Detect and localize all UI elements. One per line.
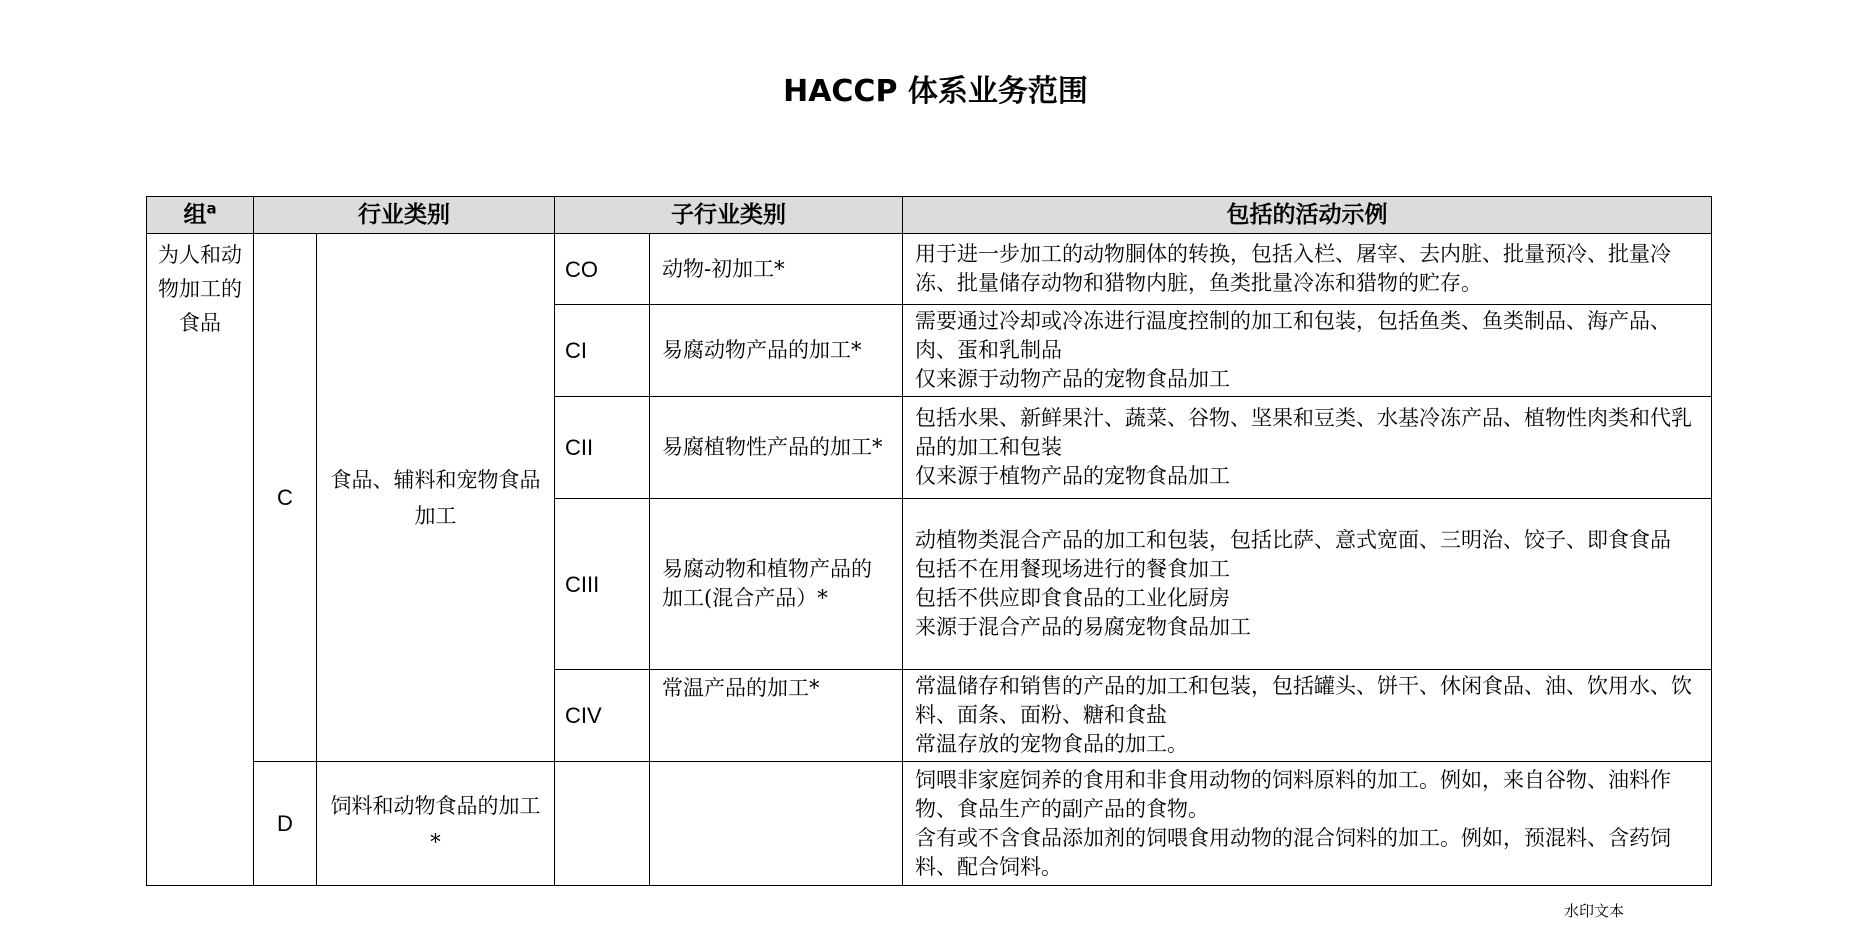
sub-industry-name-cell: 常温产品的加工* — [650, 670, 903, 762]
sub-industry-name-cell: 易腐动物和植物产品的加工(混合产品）* — [650, 499, 903, 670]
header-sub-industry: 子行业类别 — [555, 197, 903, 234]
industry-code-cell: C — [254, 234, 317, 762]
example-line: 包括不在用餐现场进行的餐食加工 — [915, 557, 1230, 581]
header-group-superscript: a — [206, 198, 217, 217]
example-line: 含有或不含食品添加剂的饲喂食用动物的混合饲料的加工。例如，预混料、含药饲料、配合饲料。 — [915, 825, 1671, 879]
document-title: HACCP 体系业务范围 — [783, 74, 1088, 109]
example-line: 包括不供应即食食品的工业化厨房 — [915, 586, 1230, 610]
table-row — [147, 234, 1712, 305]
examples-cell — [903, 234, 1712, 305]
sub-industry-name-cell — [650, 762, 903, 886]
table-row — [147, 762, 1712, 886]
sub-industry-code-cell: CIII — [555, 499, 650, 670]
header-examples: 包括的活动示例 — [903, 197, 1712, 234]
example-line: 包括水果、新鲜果汁、蔬菜、谷物、坚果和豆类、水基冷冻产品、植物性肉类和代乳品的加工和包装 — [915, 406, 1692, 459]
watermark-text: 水印文本 — [1564, 902, 1625, 920]
example-line: 仅来源于植物产品的宠物食品加工 — [915, 464, 1230, 488]
examples-cell — [903, 762, 1712, 886]
header-industry: 行业类别 — [254, 197, 555, 234]
example-line: 仅来源于动物产品的宠物食品加工 — [915, 367, 1230, 391]
example-line: 需要通过冷却或冷冻进行温度控制的加工和包装，包括鱼类、鱼类制品、海产品、肉、蛋和乳制品 — [915, 309, 1671, 362]
example-line: 饲喂非家庭饲养的食用和非食用动物的饲料原料的加工。例如，来自谷物、油料作物、食品生产的副产品的食物。 — [915, 767, 1671, 821]
group-name-cell: 为人和动物加工的食品 — [147, 234, 254, 886]
table-header-row — [147, 197, 1712, 234]
industry-name-cell: 饲料和动物食品的加工* — [317, 762, 555, 886]
example-line: 常温储存和销售的产品的加工和包装，包括罐头、饼干、休闲食品、油、饮用水、饮料、面条、面粉、糖和食盐 — [915, 674, 1692, 727]
sub-industry-code-cell: CO — [555, 234, 650, 305]
examples-cell — [903, 499, 1712, 670]
sub-industry-name-cell: 易腐植物性产品的加工* — [650, 397, 903, 499]
example-line: 用于进一步加工的动物胴体的转换，包括入栏、屠宰、去内脏、批量预冷、批量冷冻、批量储存动物和猎物内脏，鱼类批量冷冻和猎物的贮存。 — [915, 242, 1671, 295]
header-group: 组$^a$ — [147, 197, 254, 234]
examples-cell — [903, 397, 1712, 499]
example-line: 动植物类混合产品的加工和包装，包括比萨、意式宽面、三明治、饺子、即食食品 — [915, 528, 1671, 552]
example-line: 来源于混合产品的易腐宠物食品加工 — [915, 615, 1251, 639]
sub-industry-code-cell: CIV — [555, 670, 650, 762]
haccp-scope-table — [146, 196, 1712, 886]
sub-industry-name-cell: 易腐动物产品的加工* — [650, 305, 903, 397]
sub-industry-name-cell: 动物-初加工* — [650, 234, 903, 305]
sub-industry-code-cell — [555, 762, 650, 886]
sub-industry-code-cell: CII — [555, 397, 650, 499]
examples-cell — [903, 670, 1712, 762]
examples-cell — [903, 305, 1712, 397]
industry-name-cell: 食品、辅料和宠物食品加工 — [317, 234, 555, 762]
sub-industry-code-cell: CI — [555, 305, 650, 397]
example-line: 常温存放的宠物食品的加工。 — [915, 732, 1188, 756]
industry-code-cell: D — [254, 762, 317, 886]
